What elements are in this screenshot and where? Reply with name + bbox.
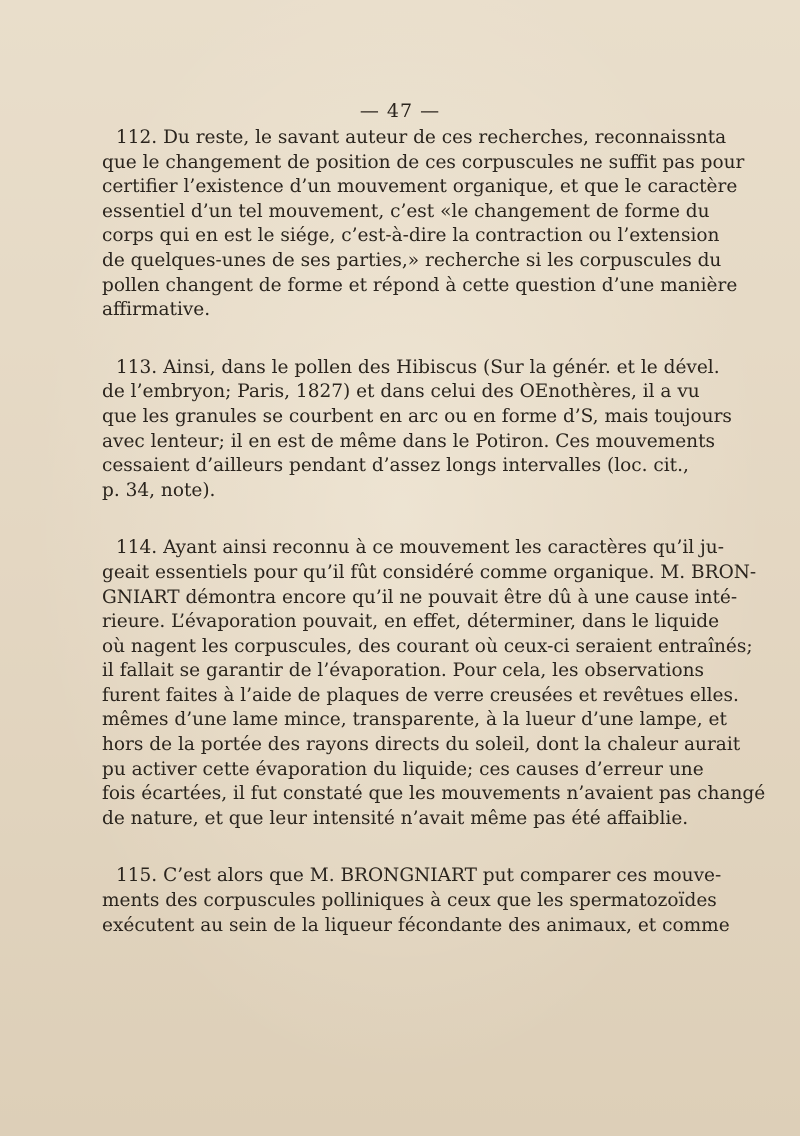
text-line: geait essentiels pour qu’il fût considéré comme organique. M. BRON- <box>102 561 757 583</box>
text-line: hors de la portée des rayons directs du soleil, dont la chaleur aurait <box>102 734 741 756</box>
text-line: où nagent les corpuscules, des courant où ceux-ci seraient entraînés; <box>102 635 753 657</box>
text-line: pu activer cette évaporation du liquide; ces causes d’erreur une <box>102 758 704 780</box>
text-line: ments des corpuscules polliniques à ceux que les spermatozoïdes <box>102 890 717 912</box>
paragraph-115 <box>102 864 730 938</box>
text-line: corps qui en est le siége, c’est-à-dire la contraction ou l’extension <box>102 225 720 247</box>
text-line: que le changement de position de ces corpuscules ne suffit pas pour <box>102 151 745 173</box>
text-line: fois écartées, il fut constaté que les mouvements n’avaient pas changé <box>102 783 766 805</box>
text-line: que les granules se courbent en arc ou en forme d’S, mais toujours <box>102 405 732 427</box>
text-line: GNIART démontra encore qu’il ne pouvait être dû à une cause inté- <box>102 586 738 608</box>
text-line: 114. Ayant ainsi reconnu à ce mouvement les caractères qu’il ju- <box>116 537 724 559</box>
text-line: cessaient d’ailleurs pendant d’assez longs intervalles (loc. cit., <box>102 455 689 477</box>
text-line: il fallait se garantir de l’évaporation. Pour cela, les observations <box>102 660 705 682</box>
paragraph-113 <box>102 356 732 504</box>
text-line: de nature, et que leur intensité n’avait même pas été affaiblie. <box>102 807 689 829</box>
text-line: pollen changent de forme et répond à cette question d’une manière <box>102 274 738 296</box>
text-line: de quelques-unes de ses parties,» recherche si les corpuscules du <box>102 249 722 271</box>
text-line: essentiel d’un tel mouvement, c’est «le changement de forme du <box>102 200 710 222</box>
text-line: affirmative. <box>102 299 211 321</box>
text-line: de l’embryon; Paris, 1827) et dans celui des OEnothères, il a vu <box>102 381 700 403</box>
paragraph-112 <box>102 126 745 323</box>
text-line: avec lenteur; il en est de même dans le Potiron. Ces mouvements <box>102 430 716 452</box>
body-text <box>102 126 766 938</box>
text-line: exécutent au sein de la liqueur fécondante des animaux, et comme <box>102 914 730 936</box>
text-line: p. 34, note). <box>102 479 216 501</box>
text-line: certifier l’existence d’un mouvement organique, et que le caractère <box>102 176 738 198</box>
text-line: rieure. L’évaporation pouvait, en effet, déterminer, dans le liquide <box>102 611 720 633</box>
text-line: furent faites à l’aide de plaques de verre creusées et revêtues elles. <box>102 684 739 706</box>
paragraph-114 <box>102 536 766 831</box>
page-number: — 47 — <box>359 100 441 122</box>
text-line: 115. C’est alors que M. BRONGNIART put comparer ces mouve- <box>116 865 722 887</box>
text-line: 113. Ainsi, dans le pollen des Hibiscus (Sur la génér. et le dével. <box>116 356 720 378</box>
text-line: mêmes d’une lame mince, transparente, à la lueur d’une lampe, et <box>102 709 727 731</box>
text-line: 112. Du reste, le savant auteur de ces recherches, reconnaissnta <box>116 127 727 148</box>
